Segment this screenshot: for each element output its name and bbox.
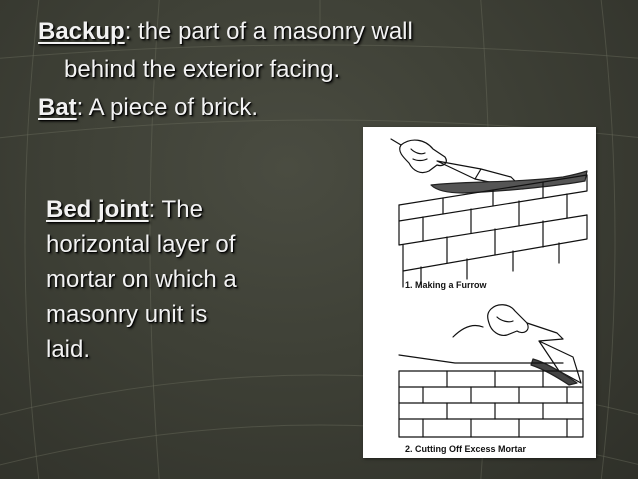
figure-caption-2: 2. Cutting Off Excess Mortar bbox=[405, 444, 527, 454]
bed-joint-line-1 bbox=[46, 192, 326, 227]
figure-caption-1: 1. Making a Furrow bbox=[405, 280, 487, 290]
bed-joint-line-3: mortar on which a bbox=[46, 266, 237, 293]
mortar-bed bbox=[431, 171, 587, 193]
bat-definition-text: : A piece of brick. bbox=[76, 94, 259, 121]
brick-laying-drawing bbox=[363, 127, 596, 458]
bed-joint-line-2: horizontal layer of bbox=[46, 231, 236, 258]
bed-joint-text-1: : The bbox=[148, 196, 203, 223]
masonry-illustration bbox=[363, 127, 596, 458]
backup-definition-text: : the part of a masonry wall bbox=[124, 18, 413, 45]
term-backup: Backup bbox=[38, 18, 125, 45]
brick-wall-top bbox=[399, 175, 587, 287]
term-bed-joint: Bed joint bbox=[46, 196, 149, 223]
bed-joint-line-5: laid. bbox=[46, 336, 91, 363]
backup-definition-line-2: behind the exterior facing. bbox=[64, 56, 341, 83]
bat-definition bbox=[38, 93, 258, 123]
bed-joint-definition bbox=[46, 192, 326, 367]
backup-definition-line-1 bbox=[38, 17, 413, 47]
term-bat: Bat bbox=[38, 94, 77, 121]
brick-wall-bottom bbox=[399, 355, 583, 437]
bed-joint-line-4: masonry unit is bbox=[46, 301, 208, 328]
